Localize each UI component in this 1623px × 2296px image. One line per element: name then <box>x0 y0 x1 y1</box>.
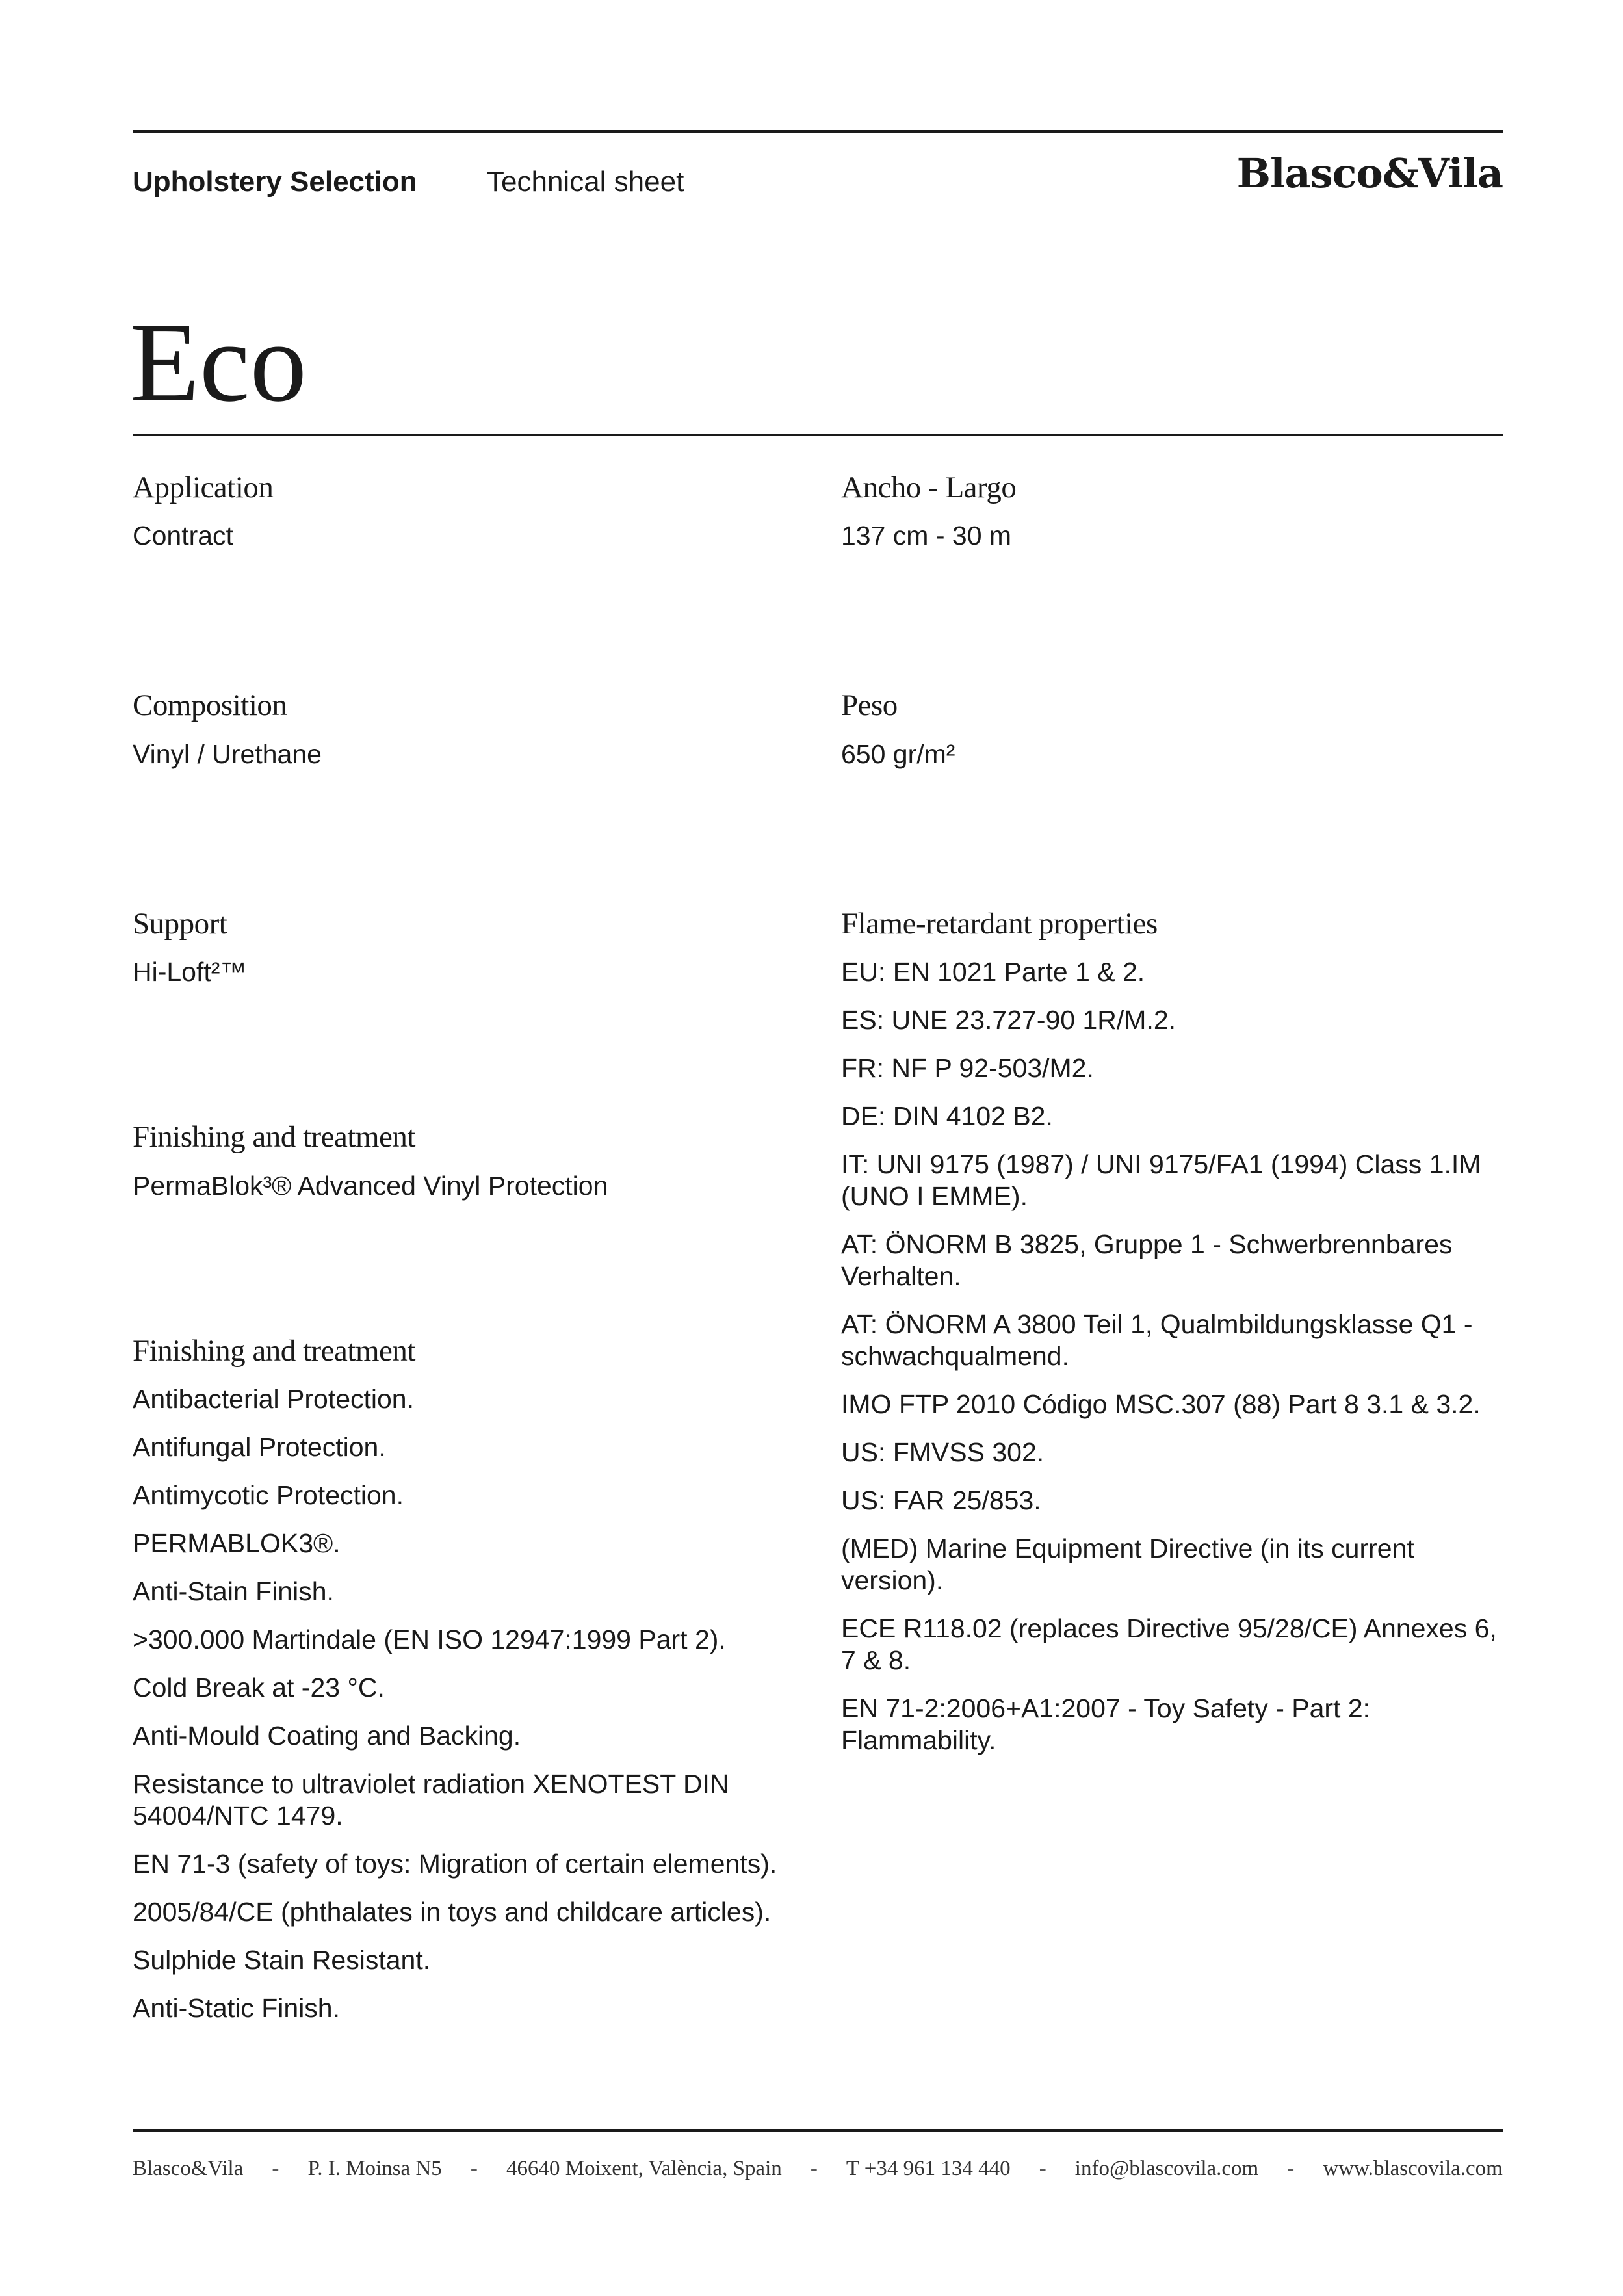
support-section <box>133 906 783 988</box>
footer-phone: T +34 961 134 440 <box>846 2157 1011 2180</box>
right-column <box>841 469 1511 1773</box>
weight-section <box>841 687 1511 770</box>
flame-item: DE: DIN 4102 B2. <box>841 1101 1053 1132</box>
width-length-label: Ancho - Largo <box>841 471 1017 504</box>
top-rule <box>133 130 1503 133</box>
application-value: Contract <box>133 521 233 551</box>
finishing-item: >300.000 Martindale (EN ISO 12947:1999 Part 2). <box>133 1624 726 1654</box>
finishing-item: Cold Break at -23 °C. <box>133 1672 385 1702</box>
left-column <box>133 469 783 2041</box>
flame-item: AT: ÖNORM A 3800 Teil 1, Qualmbildungsklasse Q1 - schwachqualmend. <box>841 1309 1473 1372</box>
finishing-value-1: PermaBlok³® Advanced Vinyl Protection <box>133 1170 608 1201</box>
flame-item: EU: EN 1021 Parte 1 & 2. <box>841 957 1145 987</box>
finishing-section-1 <box>133 1119 783 1201</box>
weight-value: 650 gr/m² <box>841 738 955 769</box>
title-rule <box>133 434 1503 436</box>
flame-item: US: FAR 25/853. <box>841 1485 1041 1516</box>
finishing-label-1: Finishing and treatment <box>133 1120 415 1155</box>
footer-separator: - <box>1287 2157 1295 2180</box>
flame-item: EN 71-2:2006+A1:2007 - Toy Safety - Part 2: Flammability. <box>841 1693 1371 1756</box>
flame-section <box>841 906 1511 1756</box>
support-label: Support <box>133 906 227 941</box>
collection-label: Upholstery Selection <box>133 166 417 198</box>
footer-company: Blasco&Vila <box>133 2157 244 2180</box>
finishing-item: PERMABLOK3®. <box>133 1528 341 1558</box>
flame-item: ECE R118.02 (replaces Directive 95/28/CE) Annexes 6, 7 & 8. <box>841 1613 1497 1676</box>
footer <box>133 2157 1503 2181</box>
flame-item: AT: ÖNORM B 3825, Gruppe 1 - Schwerbrennbares Verhalten. <box>841 1229 1453 1292</box>
finishing-label-2: Finishing and treatment <box>133 1333 415 1368</box>
finishing-section-2 <box>133 1333 783 2024</box>
composition-section <box>133 687 783 770</box>
finishing-item: Antibacterial Protection. <box>133 1383 415 1414</box>
flame-item: ES: UNE 23.727-90 1R/M.2. <box>841 1005 1176 1036</box>
width-length-section <box>841 469 1511 552</box>
flame-item: IT: UNI 9175 (1987) / UNI 9175/FA1 (1994) Class 1.IM (UNO I EMME). <box>841 1149 1481 1212</box>
page-title: Eco <box>130 299 307 425</box>
width-length-value: 137 cm - 30 m <box>841 521 1012 551</box>
support-value: Hi-Loft²™ <box>133 957 247 987</box>
finishing-item: Anti-Mould Coating and Backing. <box>133 1720 521 1751</box>
flame-item: FR: NF P 92-503/M2. <box>841 1053 1094 1084</box>
footer-rule <box>133 2129 1503 2132</box>
finishing-item: 2005/84/CE (phthalates in toys and childcare articles). <box>133 1896 772 1927</box>
brand-logo: Blasco&Vila <box>1236 150 1503 197</box>
finishing-item: Antifungal Protection. <box>133 1431 386 1462</box>
footer-web-link[interactable]: www.blascovila.com <box>1323 2157 1503 2180</box>
composition-value: Vinyl / Urethane <box>133 738 322 769</box>
footer-separator: - <box>810 2157 818 2180</box>
application-section <box>133 469 783 552</box>
doc-type-label: Technical sheet <box>487 166 684 198</box>
finishing-item: Antimycotic Protection. <box>133 1480 404 1510</box>
finishing-item: EN 71-3 (safety of toys: Migration of certain elements). <box>133 1848 777 1879</box>
flame-label: Flame-retardant properties <box>841 906 1158 941</box>
flame-item: US: FMVSS 302. <box>841 1437 1045 1468</box>
footer-separator: - <box>272 2157 279 2180</box>
finishing-item: Anti-Static Finish. <box>133 1992 340 2023</box>
footer-separator: - <box>470 2157 478 2180</box>
finishing-item: Resistance to ultraviolet radiation XENOTEST DIN 54004/NTC 1479. <box>133 1768 729 1831</box>
footer-city: 46640 Moixent, València, Spain <box>506 2157 782 2180</box>
footer-address: P. I. Moinsa N5 <box>307 2157 442 2180</box>
finishing-item: Sulphide Stain Resistant. <box>133 1944 431 1975</box>
finishing-item: Anti-Stain Finish. <box>133 1576 334 1606</box>
composition-label: Composition <box>133 688 287 723</box>
flame-item: (MED) Marine Equipment Directive (in its current version). <box>841 1533 1414 1596</box>
footer-email-link[interactable]: info@blascovila.com <box>1074 2157 1259 2180</box>
application-label: Application <box>133 471 274 504</box>
weight-label: Peso <box>841 688 898 723</box>
footer-separator: - <box>1039 2157 1046 2180</box>
flame-item: IMO FTP 2010 Código MSC.307 (88) Part 8 3.1 & 3.2. <box>841 1389 1481 1420</box>
